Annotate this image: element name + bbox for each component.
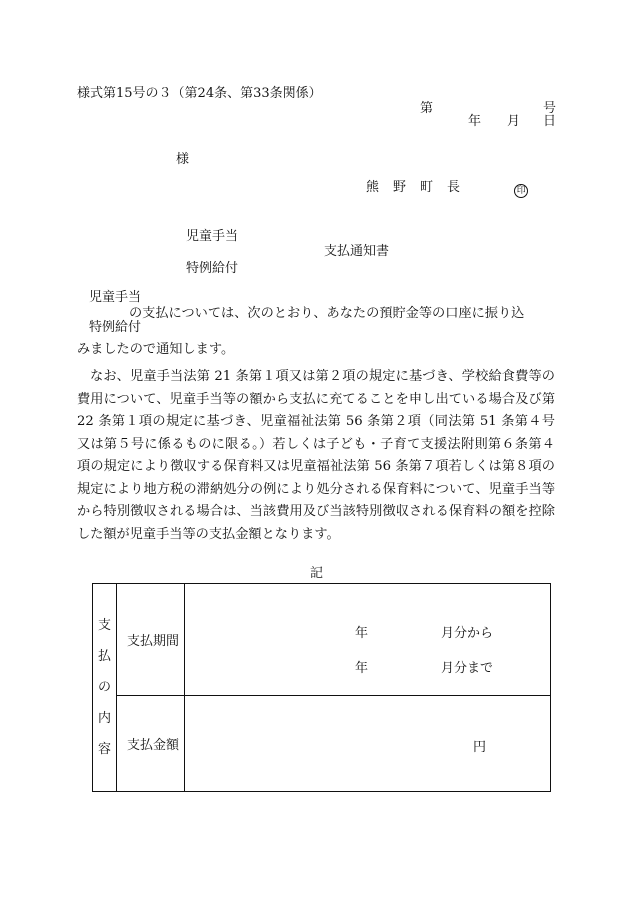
payment-details-table [92, 583, 551, 792]
notice-paragraph: なお、児童手当法第 21 条第１項又は第２項の規定に基づき、学校給食費等の費用について、児童手当等の額から支払に充てることを申し出ている場合及び第 22 条第１項の規定に基づき、児童福祉法第 56 条第２項（同法第 51 条第４号又は第５号に係るものに限る。）若しくは子ども・子育て支援法附則第６条第４項の規定により徴収する保育料又は児童福祉法第 56 条第７項若しくは第８項の規定により地方税の滞納処分の例により処分される保育料について、児童手当等から特別徴収される場合は、当該費用及び当該特別徴収される保育料の額を控除した額が児童手当等の支払金額となります。 [77, 369, 555, 542]
from-year: 年 [355, 626, 369, 641]
title-option-top: 児童手当 [186, 229, 239, 244]
day-label: 日 [543, 114, 557, 129]
body-option-top: 児童手当 [89, 290, 142, 305]
body-line-2: みましたので通知します。 [77, 342, 235, 357]
form-number: 様式第15号の３（第24条、第33条関係） [77, 86, 322, 101]
recipient-suffix: 様 [176, 152, 190, 167]
payment-content-side-label: 支 払 の 内 容 [93, 584, 117, 792]
body-line-1: の支払については、次のとおり、あなたの預貯金等の口座に振り込 [129, 306, 525, 321]
month-label: 月 [507, 114, 521, 129]
title-option-bottom: 特例給付 [186, 261, 239, 276]
issuer-name: 熊野町長 [366, 180, 475, 195]
dai-label: 第 [420, 101, 434, 116]
year-label: 年 [468, 114, 482, 129]
record-heading: 記 [310, 566, 324, 581]
issuer-block [366, 180, 528, 198]
body-option-bottom: 特例給付 [89, 320, 142, 335]
to-month: 月分まで [441, 661, 494, 676]
go-label: 号 [543, 101, 557, 116]
period-value [185, 584, 551, 696]
from-month: 月分から [441, 626, 494, 641]
period-label: 支払期間 [117, 584, 185, 696]
yen-unit: 円 [473, 740, 487, 755]
document-title: 支払通知書 [324, 244, 390, 259]
amount-value [185, 696, 551, 792]
amount-label: 支払金額 [117, 696, 185, 792]
seal-stamp: 印 [514, 184, 528, 198]
to-year: 年 [355, 661, 369, 676]
